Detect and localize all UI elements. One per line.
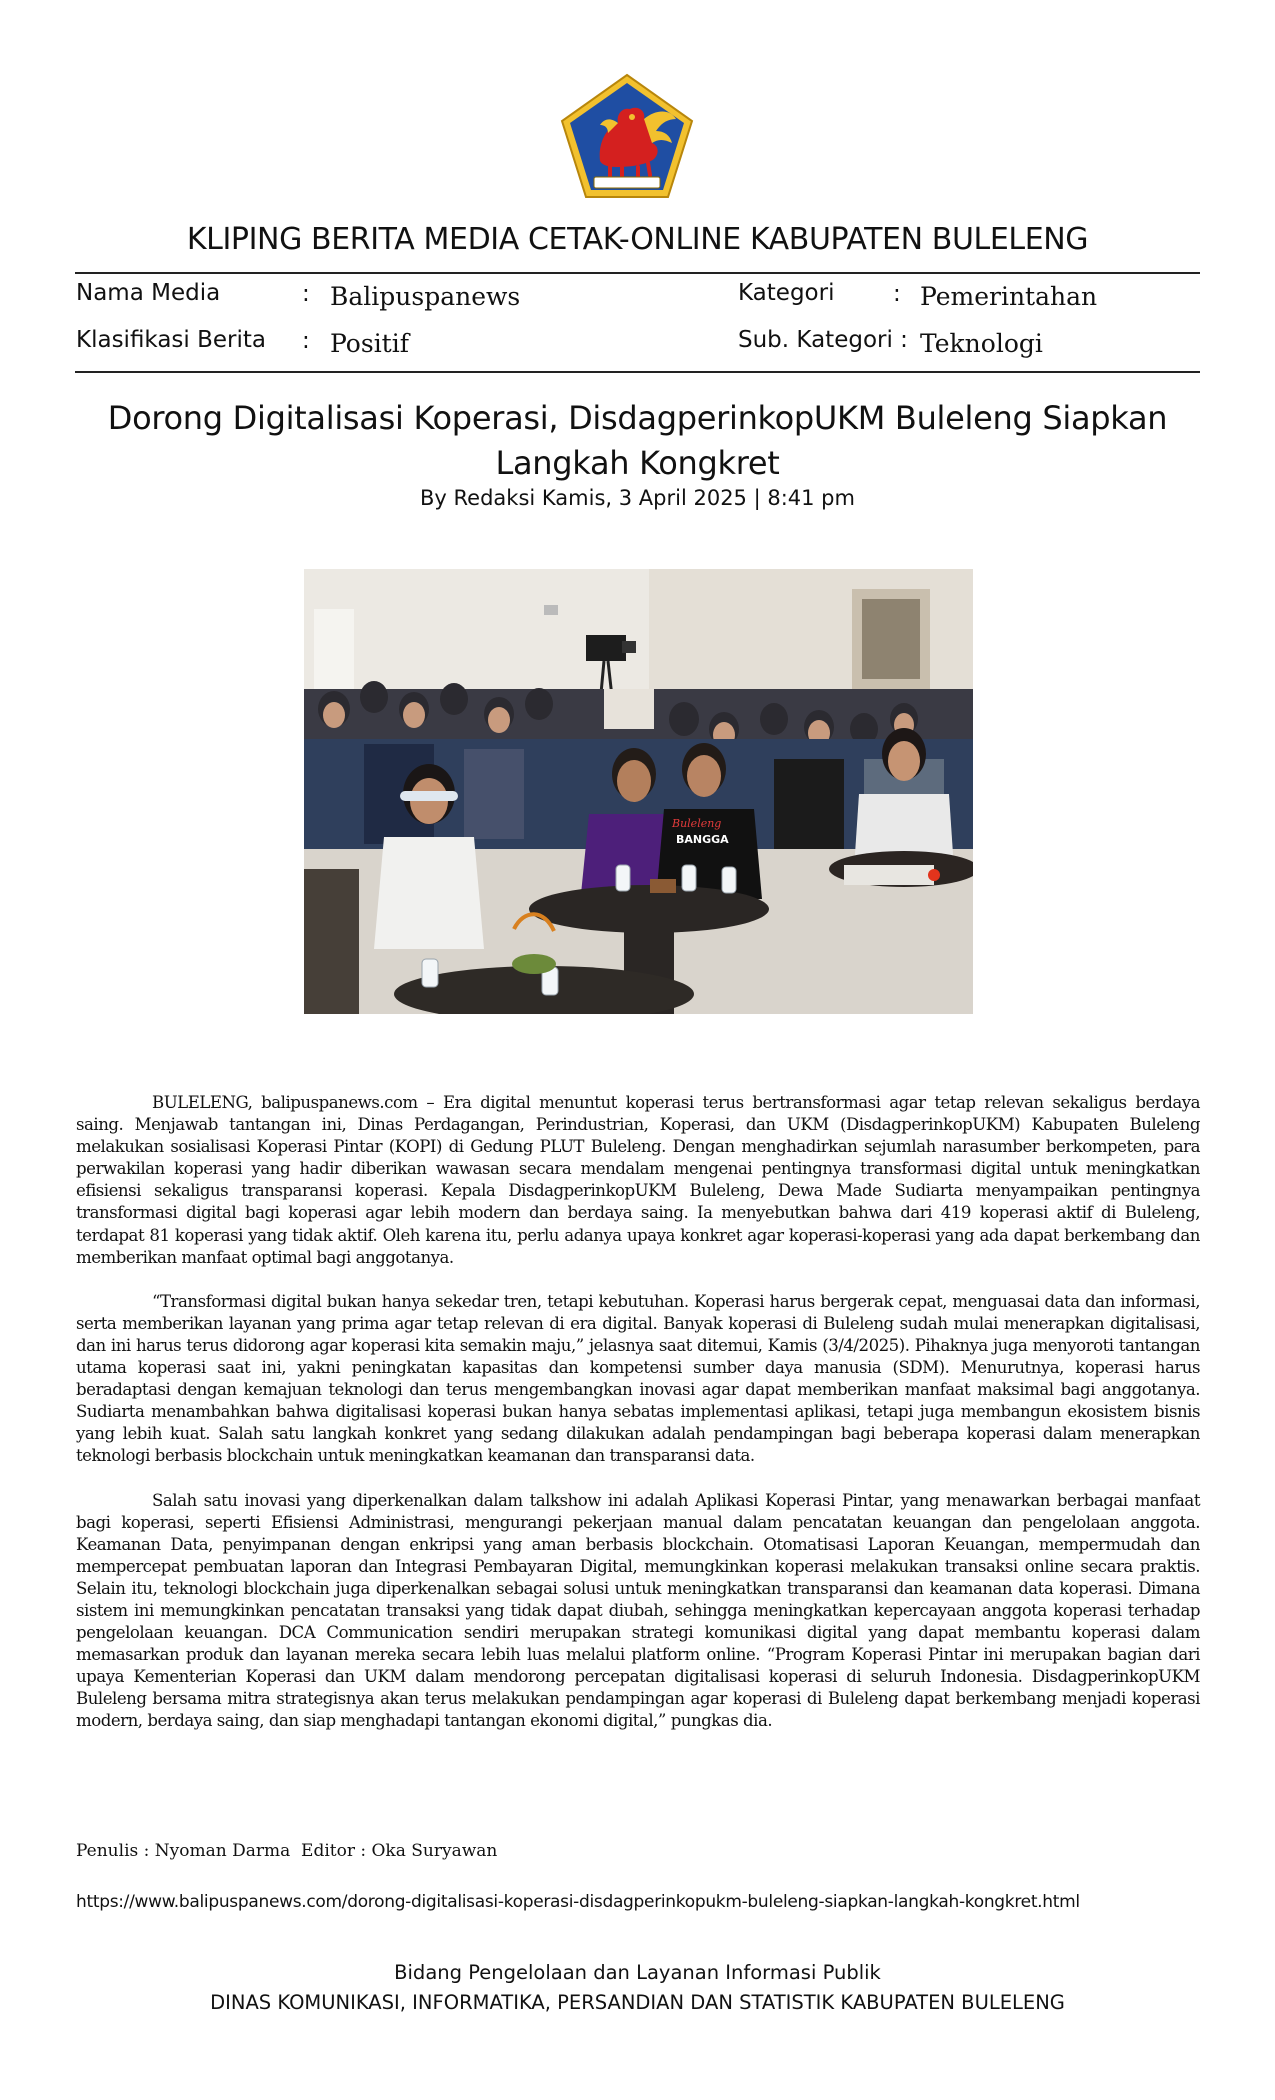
header-divider-top (75, 272, 1200, 274)
media-value: Balipuspanews (330, 282, 521, 311)
media-label: Nama Media (76, 280, 221, 306)
masthead-title: KLIPING BERITA MEDIA CETAK-ONLINE KABUPATEN BULELENG (186, 222, 1089, 257)
klasifikasi-value: Positif (330, 329, 409, 358)
source-url: https://www.balipuspanews.com/dorong-digitalisasi-koperasi-disdagperinkopukm-buleleng-siapkan-langkah-kongkret.html (76, 1892, 1080, 1912)
shirt-slogan-text: BANGGA (676, 833, 729, 846)
klasifikasi-label: Klasifikasi Berita (76, 327, 267, 353)
article-body (76, 1092, 1200, 1755)
kategori-label: Kategori (738, 280, 835, 306)
kategori-colon: : (893, 281, 901, 307)
subkategori-value: Teknologi (920, 329, 1043, 358)
header-divider-bottom (75, 371, 1200, 373)
article-headline: Dorong Digitalisasi Koperasi, DisdagperinkopUKM Buleleng Siapkan Langkah Kongkret (107, 399, 1168, 482)
article-photo (304, 569, 973, 1014)
kategori-value: Pemerintahan (920, 282, 1098, 311)
klasifikasi-colon: : (302, 328, 310, 354)
article-paragraph: “Transformasi digital bukan hanya sekedar tren, tetapi kebutuhan. Koperasi harus bergerak cepat, menguasai data dan informasi, serta memberikan layanan yang prima agar tetap relevan di era digital. Banyak koperasi di Buleleng sudah mulai menerapkan digitalisasi, dan ini harus terus didorong agar koperasi kita semakin maju,” jelasnya saat ditemui, Kamis (3/4/2025). Pihaknya juga menyoroti tantangan utama koperasi saat ini, yakni peningkatan kapasitas dan kompetensi sumber daya manusia (SDM). Menurutnya, koperasi harus beradaptasi dengan kemajuan teknologi dan terus mengembangkan inovasi agar dapat memberikan manfaat maksimal bagi anggotanya. Sudiarta menambahkan bahwa digitalisasi koperasi bukan hanya sebatas implementasi aplikasi, tetapi juga membangun ekosistem bisnis yang lebih kuat. Salah satu langkah konkret yang sedang dilakukan adalah pendampingan bagi beberapa koperasi dalam menerapkan teknologi berbasis blockchain untuk meningkatkan keamanan dan transparansi data. (76, 1291, 1200, 1466)
footer-division: Bidang Pengelolaan dan Layanan Informasi Publik (394, 1961, 881, 1984)
shirt-banner-text: Buleleng (672, 817, 722, 830)
article-paragraph: Salah satu inovasi yang diperkenalkan dalam talkshow ini adalah Aplikasi Koperasi Pintar, yang menawarkan berbagai manfaat bagi koperasi, seperti Efisiensi Administrasi, mengurangi pekerjaan manual dalam pencatatan keuangan dan pengelolaan anggota. Keamanan Data, penyimpanan dengan enkripsi yang aman berbasis blockchain. Otomatisasi Laporan Keuangan, mempermudah dan mempercepat pembuatan laporan dan Integrasi Pembayaran Digital, memungkinkan koperasi melakukan transaksi online secara praktis. Selain itu, teknologi blockchain juga diperkenalkan sebagai solusi untuk meningkatkan transparansi dan keamanan data koperasi. Dimana sistem ini memungkinkan pencatatan transaksi yang tidak dapat diubah, sehingga meningkatkan kepercayaan anggota koperasi terhadap pengelolaan keuangan. DCA Communication sendiri merupakan strategi komunikasi digital yang dapat membantu koperasi dalam memasarkan produk dan layanan mereka secara lebih luas melalui platform online. “Program Koperasi Pintar ini merupakan bagian dari upaya Kementerian Koperasi dan UKM dalam mendorong percepatan digitalisasi koperasi di seluruh Indonesia. DisdagperinkopUKM Buleleng bersama mitra strategisnya akan terus melakukan pendampingan agar koperasi di Buleleng dapat berkembang menjadi koperasi modern, berdaya saing, dan siap menghadapi tantangan ekonomi digital,” pungkas dia. (76, 1490, 1200, 1731)
media-colon: : (302, 281, 310, 307)
article-credits: Penulis : Nyoman Darma Editor : Oka Suryawan (76, 1841, 498, 1861)
buleleng-regency-logo (560, 73, 694, 200)
subkategori-label: Sub. Kategori : (738, 327, 908, 353)
article-paragraph: BULELENG, balipuspanews.com – Era digital menuntut koperasi terus bertransformasi agar tetap relevan sekaligus berdaya saing. Menjawab tantangan ini, Dinas Perdagangan, Perindustrian, Koperasi, dan UKM (DisdagperinkopUKM) Kabupaten Buleleng melakukan sosialisasi Koperasi Pintar (KOPI) di Gedung PLUT Buleleng. Dengan menghadirkan sejumlah narasumber berkompeten, para perwakilan koperasi yang hadir diberikan wawasan secara mendalam mengenai pentingnya transformasi digital untuk meningkatkan efisiensi sekaligus transparansi koperasi. Kepala DisdagperinkopUKM Buleleng, Dewa Made Sudiarta menyampaikan pentingnya transformasi digital bagi koperasi agar lebih modern dan berdaya saing. Ia menyebutkan bahwa dari 419 koperasi aktif di Buleleng, terdapat 81 koperasi yang tidak aktif. Oleh karena itu, perlu adanya upaya konkret agar koperasi-koperasi yang ada dapat berkembang dan memberikan manfaat optimal bagi anggotanya. (76, 1093, 1200, 1267)
footer-agency: DINAS KOMUNIKASI, INFORMATIKA, PERSANDIAN DAN STATISTIK KABUPATEN BULELENG (210, 1991, 1065, 2014)
article-byline: By Redaksi Kamis, 3 April 2025 | 8:41 pm (420, 486, 855, 510)
